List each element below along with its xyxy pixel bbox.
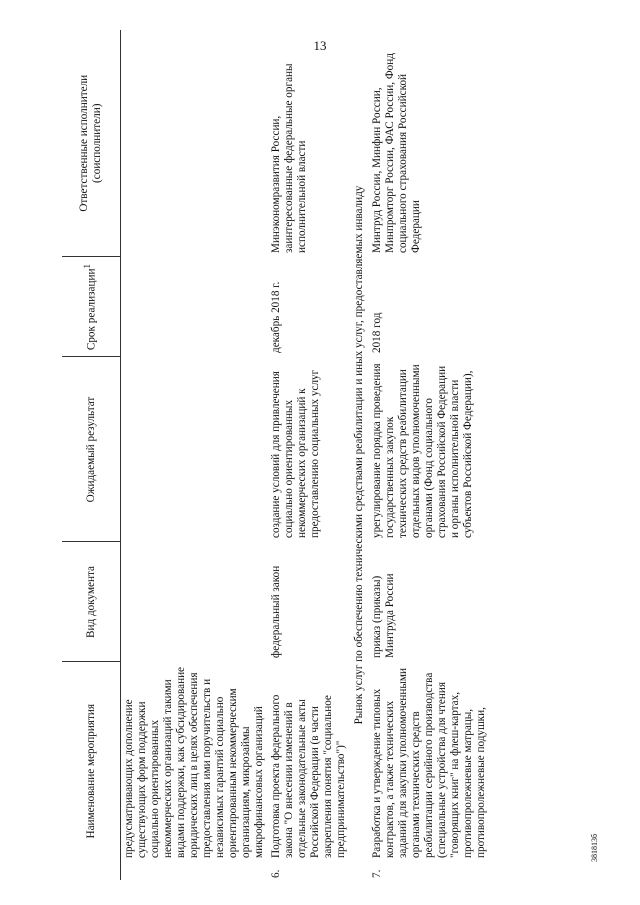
page-number: 13 bbox=[313, 38, 327, 53]
header-doc-type: Вид документа bbox=[62, 542, 121, 662]
table-row bbox=[121, 30, 268, 880]
section-heading-row bbox=[350, 30, 369, 880]
header-name: Наименование мероприятия bbox=[62, 662, 121, 880]
table-header-row bbox=[62, 30, 121, 880]
row-continuation-name: предусматривающих дополнение существующих форм поддержки социально ориентированных некоммерческих организаций такими видами поддержки, как субсидирование юридических лиц в целях обеспечения предоставления ими поручительств и независимых гарантий социально ориентированным некоммерческим организациям, микрозаймы микрофинансовых организаций bbox=[123, 666, 265, 858]
header-responsible: Ответственные исполнители (соисполнители) bbox=[62, 30, 121, 257]
row-6-responsible: Минэкономразвития России, заинтересованные федеральные органы исполнительной власти bbox=[269, 63, 308, 253]
row-6-doc-type: федеральный закон bbox=[269, 565, 282, 658]
row-7-result: урегулирование порядка проведения государственных закупок технических средств реабилитации отдельных видов уполномоченными органами (Фонд социального страхования Российской Федерации и органы исполнительной власти субъектов Российской Федерации), bbox=[370, 363, 474, 538]
table-row bbox=[369, 30, 490, 880]
header-deadline bbox=[62, 257, 121, 357]
row-7-deadline: 2018 год bbox=[370, 312, 383, 353]
header-deadline-label: Срок реализации bbox=[85, 268, 98, 351]
row-7-responsible: Минтруд России, Минфин России, Минпромторг России, ФАС России, Фонд социального страхования Российской Федерации bbox=[370, 53, 422, 253]
measures-table bbox=[62, 30, 490, 880]
table-row bbox=[268, 30, 350, 880]
document-code: 381813б bbox=[590, 833, 599, 862]
row-6-name: Подготовка проекта федерального закона "О внесении изменений в отдельные законодательные акты Российской Федерации (в части закрепления понятия "социальное предпринимательство")" bbox=[269, 694, 347, 858]
row-7-doc-type: приказ (приказы) Минтруда России bbox=[370, 573, 396, 658]
header-result: Ожидаемый результат bbox=[62, 357, 121, 542]
row-continuation-num bbox=[121, 862, 268, 880]
header-deadline-footnote: 1 bbox=[83, 263, 94, 269]
rotated-table-sheet bbox=[62, 30, 622, 880]
row-7-num: 7. bbox=[370, 869, 383, 878]
row-6-deadline: декабрь 2018 г. bbox=[269, 281, 282, 353]
section-heading: Рынок услуг по обеспечению техническими средствами реабилитации и иных услуг, предоставляемых инвалиду bbox=[352, 185, 365, 725]
row-7-name: Разработка и утверждение типовых контрактов, а также технических заданий для закупки уполномоченными органами технических средств реабилитации серийного производства (специальные устройства для чтения "говорящих книг" на флеш-картах, противопролежневые матрацы, противопролежневые подушки, bbox=[370, 668, 487, 858]
row-6-result: создание условий для привлечения социально ориентированных некоммерческих организаций к предоставлению социальных услуг bbox=[269, 369, 321, 538]
row-6-num: 6. bbox=[269, 869, 282, 878]
